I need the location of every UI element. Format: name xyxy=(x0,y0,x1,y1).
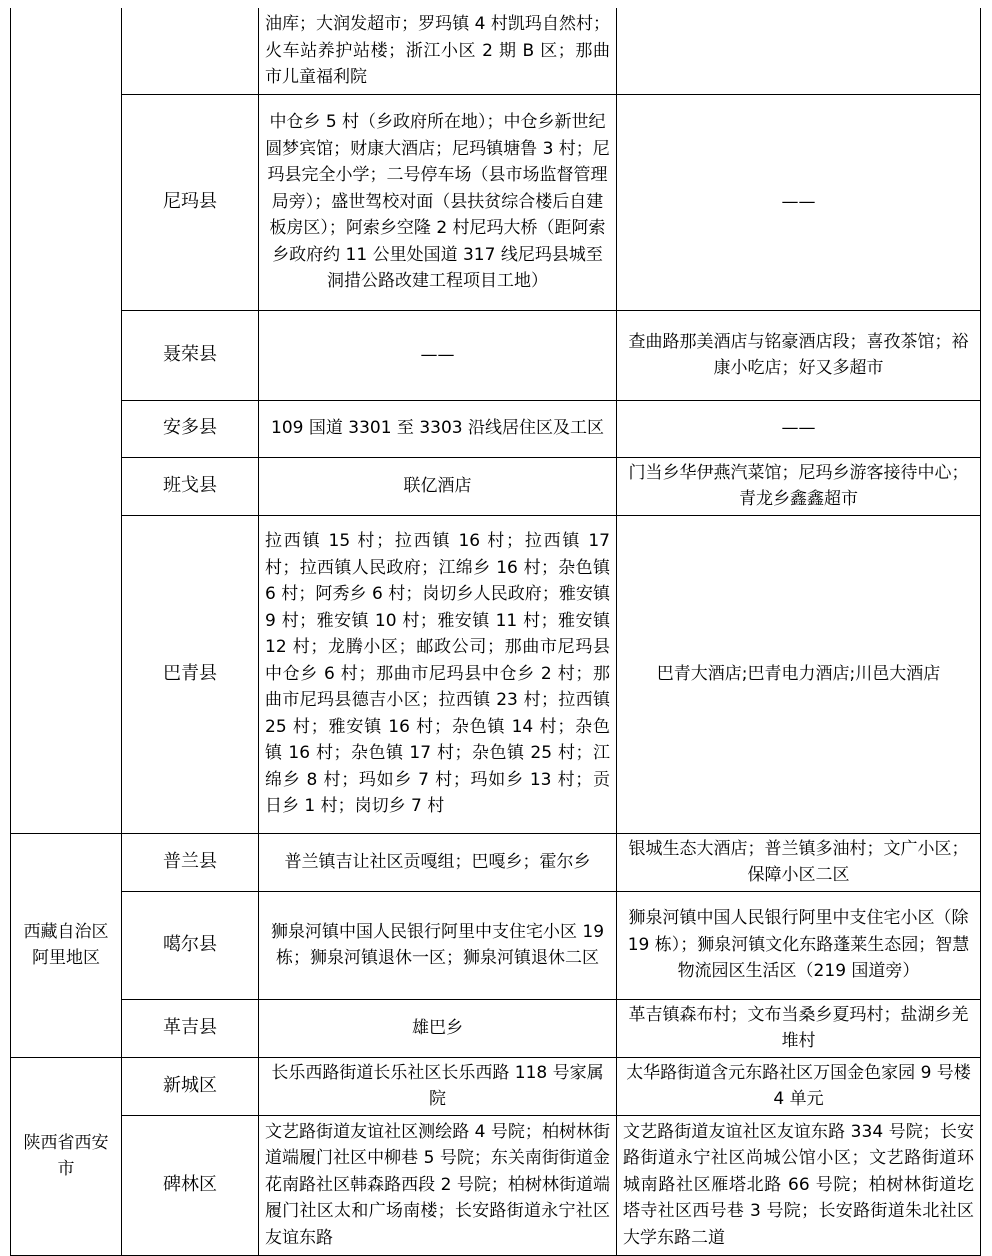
medium-risk-cell: 109 国道 3301 至 3303 沿线居住区及工区 xyxy=(259,400,617,457)
county-cell: 聂荣县 xyxy=(122,310,259,400)
low-risk-cell xyxy=(617,8,981,94)
medium-risk-cell: 油库；大润发超市；罗玛镇 4 村凯玛自然村；火车站养护站楼；浙江小区 2 期 B 区；那曲市儿童福利院 xyxy=(259,8,617,94)
medium-risk-cell: 文艺路街道友谊社区测绘路 4 号院；柏树林街道端履门社区中柳巷 5 号院；东关南街街道金花南路社区韩森路西段 2 号院；柏树林街道端履门社区太和广场南楼；长安路街道永宁社区友谊东路 xyxy=(259,1115,617,1255)
table-row xyxy=(11,1057,981,1115)
county-cell: 班戈县 xyxy=(122,457,259,515)
region-cell: 陕西省西安市 xyxy=(11,1057,122,1255)
county-cell xyxy=(122,8,259,94)
county-cell: 新城区 xyxy=(122,1057,259,1115)
county-cell: 噶尔县 xyxy=(122,891,259,999)
medium-risk-cell: —— xyxy=(259,310,617,400)
medium-risk-cell: 雄巴乡 xyxy=(259,999,617,1057)
low-risk-cell: 巴青大酒店;巴青电力酒店;川邑大酒店 xyxy=(617,515,981,833)
medium-risk-cell: 长乐西路街道长乐社区长乐西路 118 号家属院 xyxy=(259,1057,617,1115)
low-risk-cell: 门当乡华伊燕汽菜馆；尼玛乡游客接待中心；青龙乡鑫鑫超市 xyxy=(617,457,981,515)
region-cell: 西藏自治区阿里地区 xyxy=(11,833,122,1057)
low-risk-cell: —— xyxy=(617,400,981,457)
table-row xyxy=(11,8,981,94)
table-row xyxy=(11,515,981,833)
county-cell: 尼玛县 xyxy=(122,94,259,310)
county-cell: 安多县 xyxy=(122,400,259,457)
table-row xyxy=(11,891,981,999)
county-cell: 碑林区 xyxy=(122,1115,259,1255)
medium-risk-cell: 中仓乡 5 村（乡政府所在地）；中仓乡新世纪圆梦宾馆；财康大酒店；尼玛镇塘鲁 3 村；尼玛县完全小学；二号停车场（县市场监督管理局旁）；盛世驾校对面（县扶贫综合楼后自建板房区）；阿索乡空隆 2 村尼玛大桥（距阿索乡政府约 11 公里处国道 317 线尼玛县城至洞措公路改建工程项目工地） xyxy=(259,94,617,310)
table-row xyxy=(11,310,981,400)
county-cell: 革吉县 xyxy=(122,999,259,1057)
table-row xyxy=(11,833,981,891)
medium-risk-cell: 狮泉河镇中国人民银行阿里中支住宅小区 19 栋；狮泉河镇退休一区；狮泉河镇退休二区 xyxy=(259,891,617,999)
table-row xyxy=(11,400,981,457)
low-risk-cell: 文艺路街道友谊社区友谊东路 334 号院；长安路街道永宁社区尚城公馆小区；文艺路街道环城南路社区雁塔北路 66 号院；柏树林街道圪塔寺社区西号巷 3 号院；长安路街道朱北社区大学东路二道 xyxy=(617,1115,981,1255)
medium-risk-cell: 联亿酒店 xyxy=(259,457,617,515)
table-row xyxy=(11,999,981,1057)
low-risk-cell: 银城生态大酒店；普兰镇多油村；文广小区；保障小区二区 xyxy=(617,833,981,891)
low-risk-cell: 狮泉河镇中国人民银行阿里中支住宅小区（除 19 栋）；狮泉河镇文化东路蓬莱生态园；智慧物流园区生活区（219 国道旁） xyxy=(617,891,981,999)
low-risk-cell: 太华路街道含元东路社区万国金色家园 9 号楼 4 单元 xyxy=(617,1057,981,1115)
medium-risk-cell: 拉西镇 15 村；拉西镇 16 村；拉西镇 17 村；拉西镇人民政府；江绵乡 16 村；杂色镇 6 村；阿秀乡 6 村；岗切乡人民政府；雅安镇 9 村；雅安镇 10 村；雅安镇 11 村；雅安镇 12 村；龙腾小区；邮政公司；那曲市尼玛县中仓乡 6 村；那曲市尼玛县中仓乡 2 村；那曲市尼玛县德吉小区；拉西镇 23 村；拉西镇 25 村；雅安镇 16 村；杂色镇 14 村；杂色镇 16 村；杂色镇 17 村；杂色镇 25 村；江绵乡 8 村；玛如乡 7 村；玛如乡 13 村；贡日乡 1 村；岗切乡 7 村 xyxy=(259,515,617,833)
table-row xyxy=(11,457,981,515)
region-cell-continued xyxy=(11,8,122,833)
low-risk-cell: —— xyxy=(617,94,981,310)
medium-risk-cell: 普兰镇吉让社区贡嘎组；巴嘎乡；霍尔乡 xyxy=(259,833,617,891)
county-cell: 巴青县 xyxy=(122,515,259,833)
low-risk-cell: 革吉镇森布村；文布当桑乡夏玛村；盐湖乡羌堆村 xyxy=(617,999,981,1057)
low-risk-cell: 查曲路那美酒店与铭豪酒店段；喜孜茶馆；裕康小吃店；好又多超市 xyxy=(617,310,981,400)
table-row xyxy=(11,1115,981,1255)
risk-area-table xyxy=(10,8,981,1256)
county-cell: 普兰县 xyxy=(122,833,259,891)
table-row xyxy=(11,94,981,310)
